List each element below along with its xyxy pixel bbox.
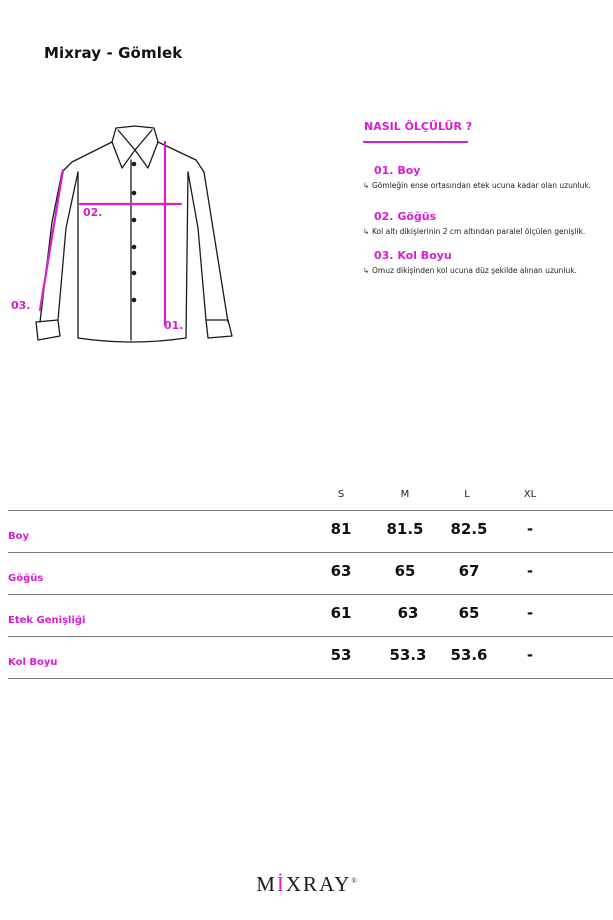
table-cell: 53.3 xyxy=(389,646,427,664)
shirt-diagram xyxy=(0,110,250,350)
column-header-l: L xyxy=(464,489,470,500)
size-table xyxy=(8,480,613,679)
diagram-label-03: 03. xyxy=(11,299,31,312)
column-header-m: M xyxy=(400,489,410,500)
arrow-icon: ↳ xyxy=(363,266,370,275)
column-header-s: S xyxy=(337,489,345,500)
diagram-label-01: 01. xyxy=(164,319,184,332)
arrow-icon: ↳ xyxy=(363,227,370,236)
row-label: Etek Genişliği xyxy=(8,615,86,626)
table-cell: - xyxy=(526,562,534,580)
table-cell: - xyxy=(526,520,534,538)
table-cell: 53 xyxy=(330,646,352,664)
guide-title: NASIL ÖLÇÜLÜR ? xyxy=(364,120,473,133)
guide-item-kol-boyu xyxy=(363,249,613,275)
table-cell: 67 xyxy=(458,562,480,580)
guide-item-desc: Kol altı dikişlerinin 2 cm altından paralel ölçülen genişlik. xyxy=(372,227,586,236)
mixray-logo: MİXRAY® xyxy=(256,872,357,896)
guide-item-gogus xyxy=(363,210,613,236)
row-label: Kol Boyu xyxy=(8,657,58,668)
table-cell: 63 xyxy=(330,562,352,580)
column-header-xl: XL xyxy=(523,489,537,500)
diagram-label-02: 02. xyxy=(83,206,103,219)
table-cell: 53.6 xyxy=(450,646,488,664)
table-row xyxy=(8,553,613,595)
table-cell: - xyxy=(526,646,534,664)
table-cell: 81 xyxy=(330,520,352,538)
guide-item-head: 02. Göğüs xyxy=(374,210,437,223)
arrow-icon: ↳ xyxy=(363,181,370,190)
table-row xyxy=(8,595,613,637)
table-row xyxy=(8,637,613,679)
table-cell: 63 xyxy=(397,604,419,622)
table-row xyxy=(8,511,613,553)
guide-item-head: 01. Boy xyxy=(374,164,421,177)
table-header xyxy=(8,480,613,511)
table-cell: 82.5 xyxy=(450,520,488,538)
row-label: Boy xyxy=(8,531,30,542)
guide-underline xyxy=(363,141,468,143)
page-title: Mixray - Gömlek xyxy=(44,44,183,62)
guide-item-head: 03. Kol Boyu xyxy=(374,249,452,262)
table-cell: 65 xyxy=(458,604,480,622)
table-cell: 65 xyxy=(394,562,416,580)
table-cell: - xyxy=(526,604,534,622)
table-cell: 61 xyxy=(330,604,352,622)
row-label: Göğüs xyxy=(8,573,44,584)
guide-item-desc: Gömleğin ense ortasından etek ucuna kadar olan uzunluk. xyxy=(372,181,592,190)
guide-item-desc: Omuz dikişinden kol ucuna düz şekilde alınan uzunluk. xyxy=(372,266,577,275)
guide-item-boy xyxy=(363,164,613,190)
sleeve-line xyxy=(40,170,63,310)
table-cell: 81.5 xyxy=(386,520,424,538)
